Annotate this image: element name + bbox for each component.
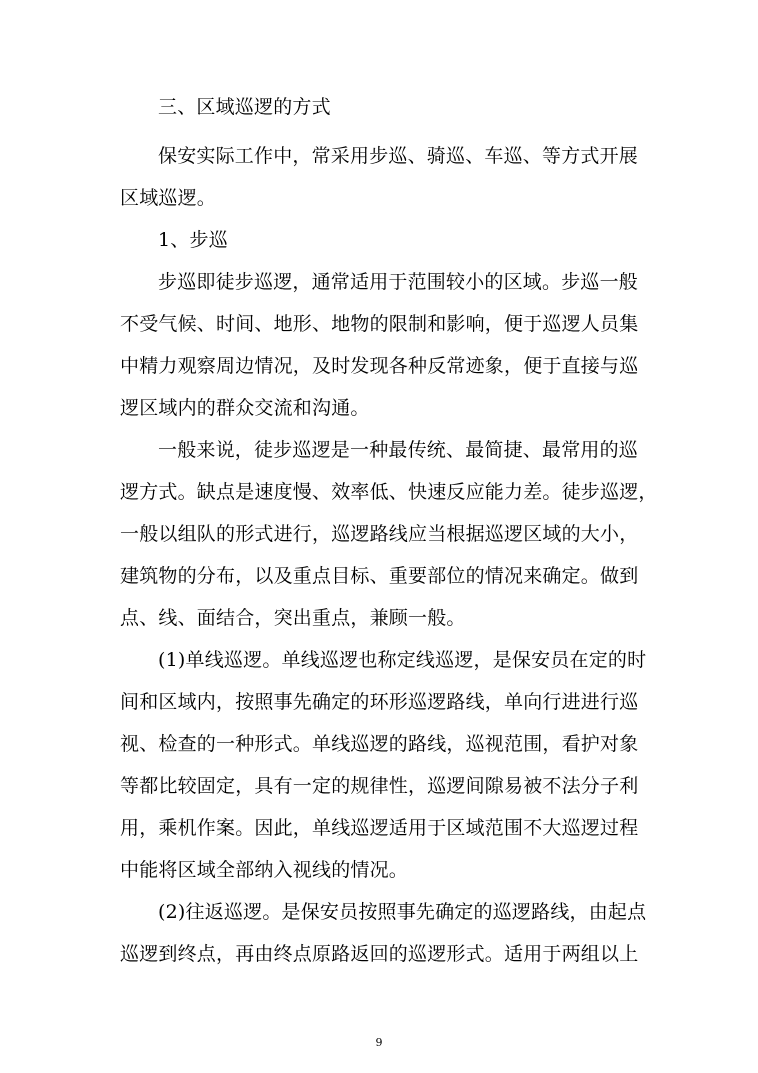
paragraph-line: 不受气候、时间、地形、地物的限制和影响，便于巡逻人员集 — [120, 313, 639, 335]
paragraph-line: 区域巡逻。 — [120, 187, 217, 209]
paragraph-line: 逻区域内的群众交流和沟通。 — [120, 397, 370, 419]
paragraph-line: (2)往返巡逻。是保安员按照事先确定的巡逻路线，由起点 — [158, 901, 647, 923]
paragraph-line: 巡逻到终点，再由终点原路返回的巡逻形式。适用于两组以上 — [120, 943, 639, 965]
paragraph-line: 等都比较固定，具有一定的规律性，巡逻间隙易被不法分子利 — [120, 775, 639, 797]
paragraph-line: 点、线、面结合，突出重点，兼顾一般。 — [120, 607, 466, 629]
section-heading: 三、区域巡逻的方式 — [158, 96, 331, 118]
paragraph-line: 用，乘机作案。因此，单线巡逻适用于区域范围不大巡逻过程 — [120, 817, 639, 839]
subsection-heading: 1、步巡 — [158, 229, 228, 251]
paragraph-line: 步巡即徒步巡逻，通常适用于范围较小的区域。步巡一般 — [158, 271, 639, 293]
paragraph-line: 保安实际工作中，常采用步巡、骑巡、车巡、等方式开展 — [158, 145, 639, 167]
paragraph-line: 建筑物的分布，以及重点目标、重要部位的情况来确定。做到 — [120, 565, 639, 587]
page-number: 9 — [375, 1036, 383, 1049]
paragraph-line: (1)单线巡逻。单线巡逻也称定线巡逻，是保安员在定的时 — [158, 649, 647, 671]
paragraph-line: 中精力观察周边情况，及时发现各种反常迹象，便于直接与巡 — [120, 355, 639, 377]
paragraph-line: 间和区域内，按照事先确定的环形巡逻路线，单向行进进行巡 — [120, 691, 639, 713]
paragraph-line: 一般以组队的形式进行，巡逻路线应当根据巡逻区域的大小， — [120, 523, 639, 545]
paragraph-line: 视、检查的一种形式。单线巡逻的路线，巡视范围，看护对象 — [120, 733, 639, 755]
paragraph-line: 逻方式。缺点是速度慢、效率低、快速反应能力差。徒步巡逻， — [120, 481, 658, 503]
paragraph-line: 一般来说，徒步巡逻是一种最传统、最简捷、最常用的巡 — [158, 439, 639, 461]
paragraph-line: 中能将区域全部纳入视线的情况。 — [120, 859, 409, 881]
